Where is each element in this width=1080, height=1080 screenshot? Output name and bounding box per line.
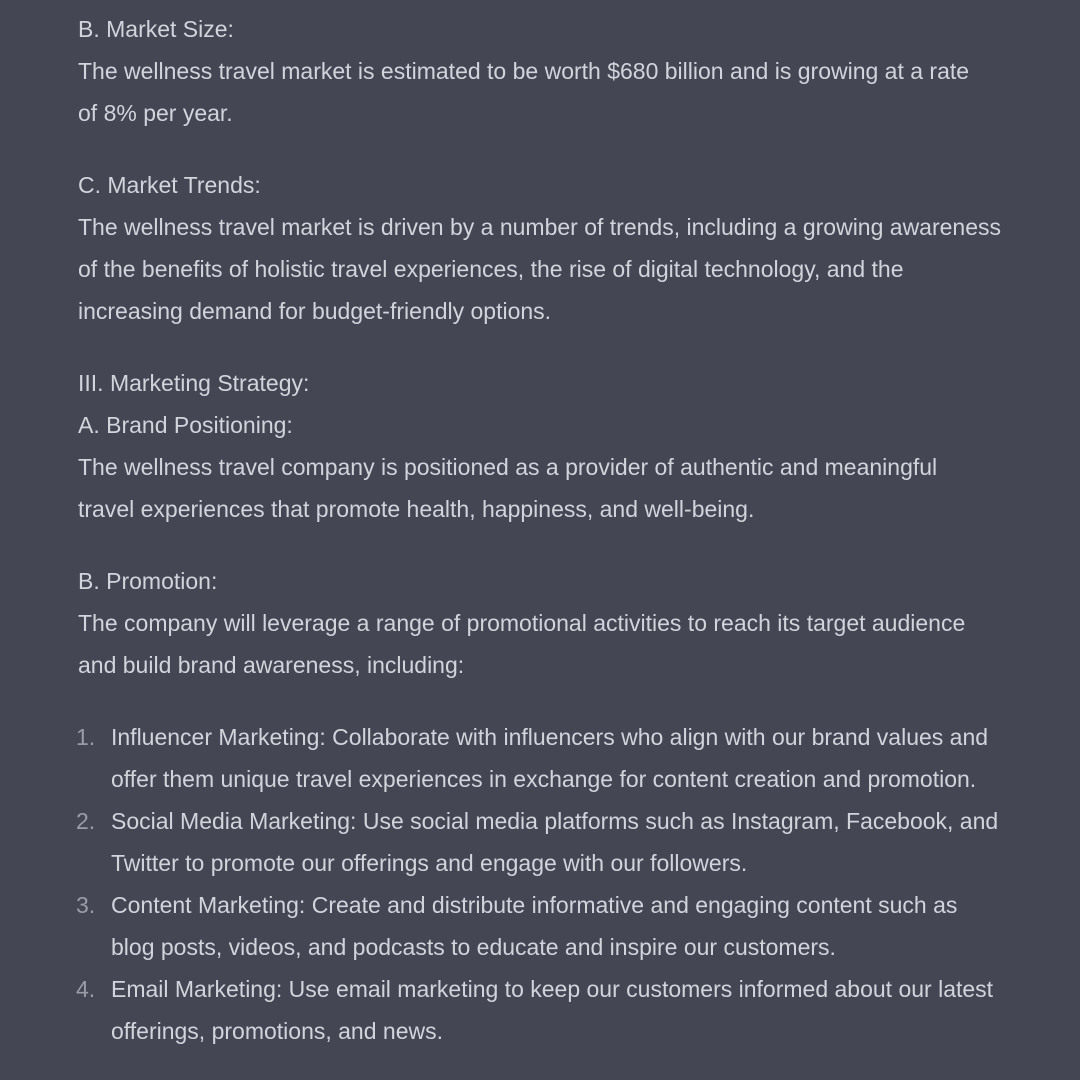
section-market-trends xyxy=(78,164,1074,332)
section-gap xyxy=(78,686,1074,716)
section-promotion xyxy=(78,560,1074,686)
section-marketing-strategy xyxy=(78,362,1074,530)
section-market-size xyxy=(78,8,1074,134)
list-item-line: offerings, promotions, and news. xyxy=(111,1018,443,1044)
list-item-line: blog posts, videos, and podcasts to educate and inspire our customers. xyxy=(111,934,836,960)
list-item xyxy=(78,800,1074,884)
list-item-number: 1. xyxy=(76,724,96,750)
list-item-line: Twitter to promote our offerings and engage with our followers. xyxy=(111,850,748,876)
list-item-number: 3. xyxy=(76,892,96,918)
paragraph-line: of the benefits of holistic travel experiences, the rise of digital technology, and the xyxy=(78,256,904,282)
paragraph-line: The company will leverage a range of promotional activities to reach its target audience xyxy=(78,610,966,636)
section-gap xyxy=(78,134,1074,164)
list-item-number: 2. xyxy=(76,808,96,834)
paragraph-line: The wellness travel company is positioned as a provider of authentic and meaningful xyxy=(78,454,938,480)
list-item-line: Content Marketing: Create and distribute informative and engaging content such as xyxy=(111,892,958,918)
section-heading: III. Marketing Strategy: xyxy=(78,370,310,396)
paragraph-line: The wellness travel market is estimated to be worth $680 billion and is growing at a rate xyxy=(78,58,970,84)
list-item xyxy=(78,968,1074,1052)
section-heading: B. Market Size: xyxy=(78,16,234,42)
list-item-number: 4. xyxy=(76,976,96,1002)
list-item-line: offer them unique travel experiences in exchange for content creation and promotion. xyxy=(111,766,977,792)
section-gap xyxy=(78,530,1074,560)
list-item-line: Email Marketing: Use email marketing to keep our customers informed about our latest xyxy=(111,976,994,1002)
list-item-line: Influencer Marketing: Collaborate with influencers who align with our brand values and xyxy=(111,724,989,750)
section-gap xyxy=(78,332,1074,362)
section-subheading: A. Brand Positioning: xyxy=(78,412,293,438)
response-content xyxy=(78,8,1074,1052)
paragraph-line: travel experiences that promote health, happiness, and well-being. xyxy=(78,496,755,522)
paragraph-line: increasing demand for budget-friendly options. xyxy=(78,298,552,324)
paragraph-line: and build brand awareness, including: xyxy=(78,652,465,678)
promotion-list xyxy=(78,716,1074,1052)
list-item-line: Social Media Marketing: Use social media platforms such as Instagram, Facebook, and xyxy=(111,808,999,834)
list-item xyxy=(78,716,1074,800)
paragraph-line: of 8% per year. xyxy=(78,100,233,126)
paragraph-line: The wellness travel market is driven by a number of trends, including a growing awareness xyxy=(78,214,1001,240)
list-item xyxy=(78,884,1074,968)
section-heading: C. Market Trends: xyxy=(78,172,261,198)
section-heading: B. Promotion: xyxy=(78,568,218,594)
